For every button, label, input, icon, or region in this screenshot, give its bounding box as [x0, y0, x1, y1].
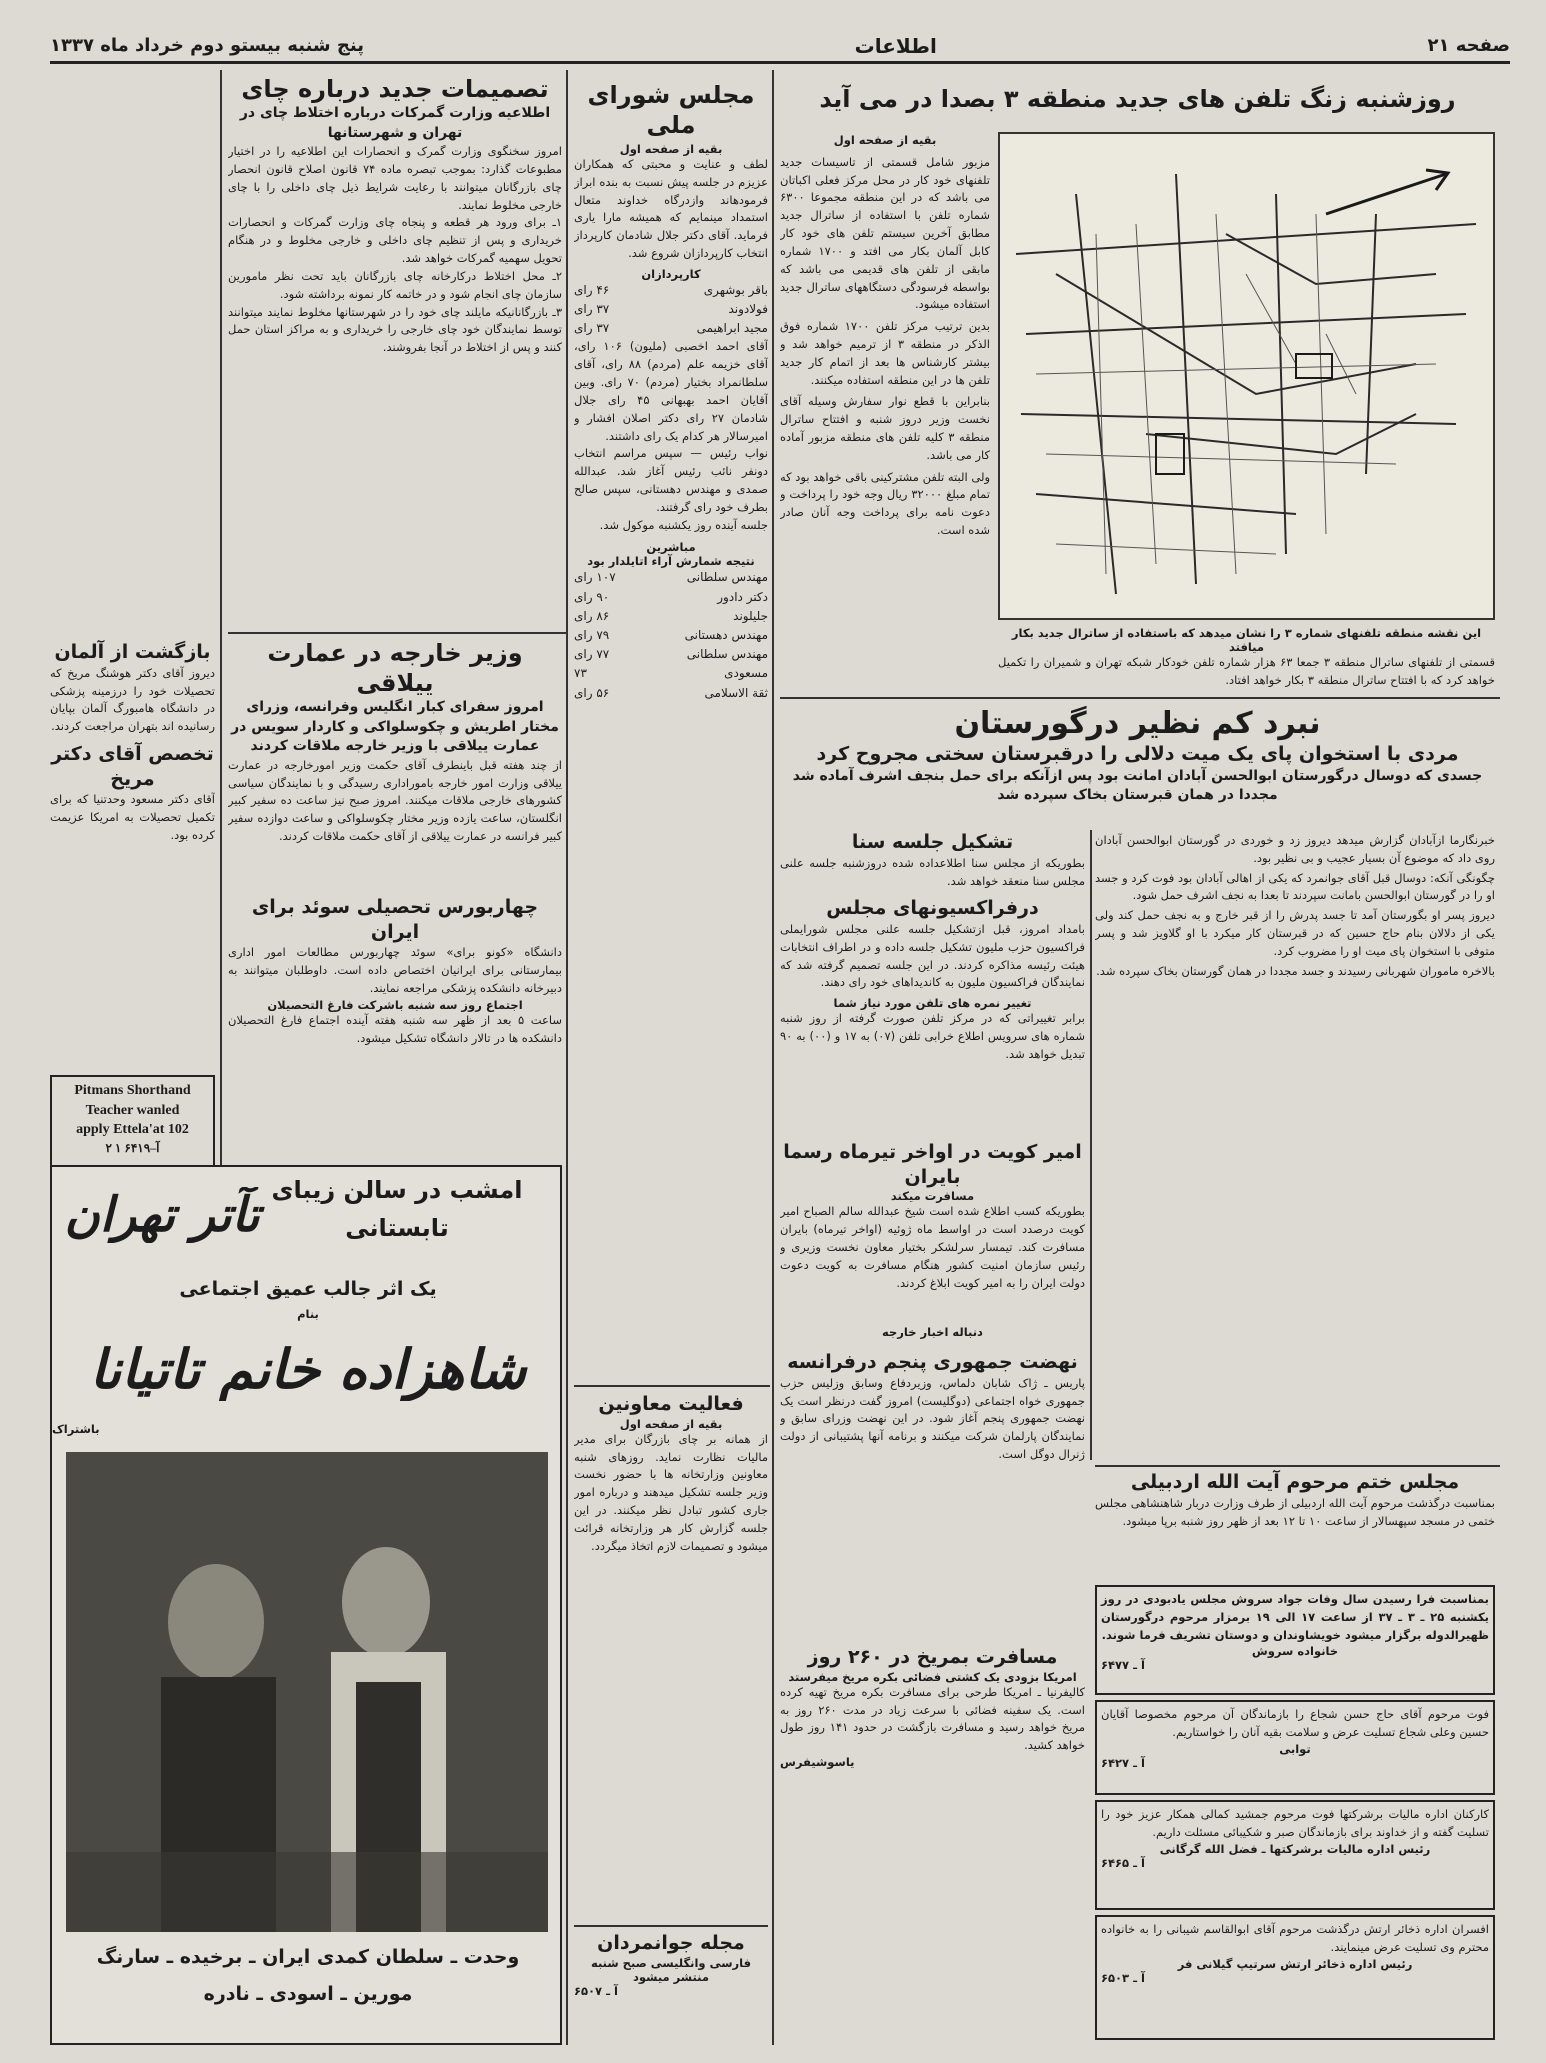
- tea-paragraph-2: ۱ـ برای ورود هر قطعه و پنجاه چای وزارت گمرکات و انحصارات خریداری و پس از تنظیم چای داخلی و خارجی مخلوط و در هنگام تحویل سهمیه گمرکات خواهد شد.: [228, 215, 562, 266]
- vote-row: فولادوند ۳۷ رای: [574, 302, 768, 317]
- return-body: دیروز آقای دکتر هوشنگ مریخ که تحصیلات خود را درزمینه پزشکی در دانشگاه هامبورگ آلمان بپایان رسانیده اند بتهران مراجعت کردند.: [50, 665, 215, 734]
- memorial-soroush-code: آ ـ ۶۴۷۷: [1101, 1658, 1145, 1673]
- memorial-soroush: [1095, 1585, 1495, 1695]
- column-rule: [566, 70, 568, 2045]
- youth-headline: مجله جوانمردان: [597, 1932, 745, 1954]
- tea-paragraph-1: امروز سخنگوی وزارت گمرک و انحصارات این اطلاعیه را در اختیار مطبوعات گذارد: بموجب تبصره ماده ۷۴ قانون اصلاح قانون انحصار چای بازرگانان میتوانند با رعایت شرایط ذیل چای داخلی را با چای خارجی مخلوط نمایند.: [228, 144, 562, 212]
- youth-body: فارسی وانگلیسی صبح شنبه منتشر میشود: [590, 1955, 751, 1984]
- graveyard-headline: نبرد کم نظیر درگورستان: [954, 706, 1321, 741]
- theater-photo: [66, 1452, 548, 1932]
- theater-line4: بنام: [297, 1307, 319, 1321]
- spec-body: آقای دکتر مسعود وحدتنیا که برای تکمیل تحصیلات به امریکا عزیمت کرده بود.: [50, 792, 215, 842]
- foreign-minister-article: [228, 638, 562, 893]
- majlis-paragraph-1: لطف و عنایت و محبتی که همکاران عزیزم در جلسه پیش نسبت به بنده ابراز فرمودهاند وازدرگاه خداوند متعال استمداد مینمایم که همیشه مارا یاری فرماید. آقای دکتر جلال شادمان کارپرداز انتخاب کارپردازان شروع شد.: [574, 157, 768, 261]
- youth-code: آ ـ ۶۵۰۷: [574, 1983, 618, 1998]
- masthead: [50, 30, 1510, 64]
- majlis-paragraph-4: جلسه آینده روز یکشنبه موکول شد.: [599, 517, 768, 532]
- result-row: مهندس سلطانی ۷۷ رای: [574, 647, 768, 662]
- kuwait-headline: امیر کویت در اواخر تیرماه رسما بایران: [783, 1141, 1082, 1188]
- fm-subhead: امروز سفرای کبار انگلیس وفرانسه، وزرای مختار اطریش و چکوسلواکی و کاردار سویس در عمارت ییلاقی با وزیر خارجه ملاقات کردند: [231, 699, 559, 755]
- fm-body: از چند هفته قبل باینطرف آقای حکمت وزیر امورخارجه در عمارت ییلاقی وزارت امور خارجه باموراداری رسیدگی و با نمایندگان سیاسی کشورهای خارجی ملاقات میکنند. امروز صبح نیز ساعت ده سفیر کبیر انگلستان، ساعت یازده وزیر مختار چکوسلواکی و ساعت دوازده سفیر کبیر فرانسه در عمارت ییلاقی از آقای حکمت ملاقات کردند.: [228, 757, 562, 844]
- scholarship-body: دانشگاه «کونو برای» سوئد چهاربورس مطالعات امور اداری بیمارستانی برای ایرانیان اختصاص داده است. داوطلبان میتوانند به دبیرخانه دانشکده پزشکی مراجعه نمایند.: [228, 945, 562, 995]
- result-row: ثقة الاسلامی ۵۶ رای: [574, 685, 768, 700]
- memorial-headline: مجلس ختم مرحوم آیت الله اردبیلی: [1130, 1471, 1460, 1493]
- kuwait-sub: مسافرت میکند: [890, 1189, 975, 1204]
- result-row: مهندس دهستانی ۷۹ رای: [574, 627, 768, 642]
- memorial-kamali-body: کارکنان اداره مالیات برشرکتها فوت مرحوم جمشید کمالی همکار عزیز خود را تسلیت گفته و از خداوند برای بازماندگان صبر و شکیبائی مسئلت داریم.: [1101, 1807, 1489, 1839]
- phone-paragraph-2: بدین ترتیب مرکز تلفن ۱۷۰۰ شماره فوق الذکر در منطقه ۳ از ترمیم خواهد شد و بیشتر کارشناس ها بعد از اتمام کار جدید تلفن ها در این منطقه استفاده میکنند.: [780, 319, 990, 387]
- graveyard-paragraph-1: خبرنگارما ازآبادان گزارش میدهد دیروز زد و خوردی در گورستان ابوالحسن آبادان روی داد که موضوع آن بسیار عجیب و بی نظیر بود.: [1095, 833, 1495, 865]
- section-rule: [1095, 1465, 1500, 1467]
- section-rule: [780, 697, 1500, 699]
- deputies-headline: فعالیت معاونین: [598, 1393, 744, 1415]
- phone-paragraph-4: ولی البته تلفن مشترکینی باقی خواهد بود که تمام مبلغ ۳۲۰۰۰ ریال وجه خود را پرداخت و دعوت نامه برای پرداخت وجه آنان صادر شده است.: [780, 469, 990, 538]
- results-title: نتیجه شمارش آراء اتایلدار بود: [587, 554, 755, 569]
- theater-with: باشتراک: [52, 1422, 100, 1436]
- senate-body: بطوریکه از مجلس سنا اطلاعداده شده دروزشنبه جلسه علنی مجلس سنا منعقد خواهد شد.: [780, 855, 1085, 888]
- mars-sub: امریکا بزودی یک کشتی فضائی بکره مریخ میفرستد: [788, 1669, 1077, 1684]
- theater-cast-1: وحدت ـ سلطان کمدی ایران ـ برخیده ـ سارنگ: [96, 1946, 520, 1968]
- memorial-shoja-body: فوت مرحوم آقای حاج حسن شجاع را بازماندگان آن مرحوم مخصوصا آقایان حسین وعلی شجاع تسلیت عرض و سلامت بقیه آنان را خواستاریم.: [1101, 1707, 1489, 1739]
- tea-subhead: اطلاعیه وزارت گمرکات درباره اختلاط چای در تهران و شهرستانها: [239, 105, 551, 141]
- foreign-news-label: دنباله اخبار خارجه: [882, 1325, 983, 1339]
- youth-magazine: [574, 1925, 768, 2040]
- map-note: قسمتی از تلفنهای ساترال منطقه ۳ جمعا ۶۳ هزار شماره تلفن خودکار شبکه تهران و شمیران را تکمیل خواهد کرد که با افتتاح ساترال منطقه ۳ بکار خواهد افتاد.: [998, 655, 1495, 687]
- theater-cast-2: مورین ـ اسودی ـ نادره: [203, 1983, 413, 2005]
- paper-name: اطلاعات: [854, 33, 937, 58]
- senate-headline: تشکیل جلسه سنا: [851, 831, 1014, 853]
- graveyard-paragraph-4: بالاخره ماموران شهربانی رسیدند و جسد مجددا در همان گورستان بخاک سپرده شد.: [1096, 963, 1495, 978]
- page-label: صفحه ۲۱: [1427, 35, 1510, 56]
- section-rule: [228, 632, 566, 634]
- continued-label: بقیه از صفحه اول: [833, 133, 937, 147]
- majlis-paragraph-3: نواب رئیس — سپس مراسم انتخاب دونفر نائب رئیس آغاز شد. عبدالله صمدی و مهندس دهستانی، سپس صالح بطرف خود رای گرفتند.: [574, 446, 768, 514]
- memorial-body: بمناسبت درگذشت مرحوم آیت الله اردبیلی از طرف وزارت دربار شاهنشاهی مجلس ختمی در مسجد سپهسالار از ساعت ۱۰ تا ۱۲ بعد از ظهر روز شنبه برپا میشود.: [1095, 1495, 1495, 1528]
- graveyard-paragraph-2: چگونگی آنکه: دوسال قبل آقای جوانمرد که یکی از اهالی آبادان بود فوت کرد و جسد او را در گورستان ابوالحسن بامانت سپردند تا بعدا به نجف اشرف حمل شود.: [1095, 870, 1495, 903]
- headline: روزشنبه زنگ تلفن های جدید منطقه ۳ بصدا در می آید: [819, 85, 1456, 113]
- phone-body: [780, 132, 990, 692]
- senate-article: [780, 830, 1085, 1130]
- scholarship-body2: ساعت ۵ بعد از ظهر سه شنبه هفته آینده اجتماع فارغ التحصیلان دانشکده ها در تالار دانشگاه تشکیل میشود.: [228, 1012, 562, 1045]
- mars-source: یاسوشیفرس: [780, 1754, 855, 1769]
- tea-article: [228, 70, 562, 630]
- mars-article: [780, 1645, 1085, 2045]
- tea-paragraph-3: ۲ـ محل اختلاط درکارخانه چای بازرگانان باید تحت نظر مامورین سازمان چای انجام شود و در خاتمه کار نمونه برداشته شود.: [228, 268, 562, 301]
- result-row: جلیلوند ۸۶ رای: [574, 608, 768, 623]
- memorial-shoja-code: آ ـ ۶۴۲۷: [1101, 1755, 1145, 1770]
- fractions-body: بامداد امروز، قبل ازتشکیل جلسه علنی مجلس شورایملی فراکسیون حزب ملیون تشکیل جلسه داده و در اطراف انتخابات هیئت رئیسه مذاکره کردند. در این جلسه تصمیم گرفته شد که نمایندگان فراکسیون ملیون به کاندیداهای خود رای دهند.: [780, 922, 1085, 990]
- scholarship-subhead2: اجتماع روز سه شنبه باشرکت فارغ التحصیلان: [267, 997, 523, 1012]
- majlis-article: [574, 70, 768, 1520]
- phone-change-title: تغییر نمره های تلفن مورد نیاز شما: [833, 996, 1032, 1011]
- memorial-army-code: آ ـ ۶۵۰۳: [1101, 1970, 1145, 1985]
- ad-line-3: apply Ettela'at 102: [76, 1122, 189, 1138]
- vote-row: مجید ابراهیمی ۳۷ رای: [574, 321, 768, 336]
- secretaries-title: مباشرین: [646, 540, 696, 555]
- phone-change-body: برابر تغییراتی که در مرکز تلفن صورت گرفته از روز شنبه شماره های سرویس اطلاع خرابی تلفن (۰۷) به ۱۷ و (۰۰) به ۹۰ تبدیل خواهد شد.: [780, 1011, 1085, 1061]
- france-body: پاریس ـ ژاک شابان دلماس، وزیردفاع وسابق وزلیس حزب جمهوری خواه اجتماعی (دوگلیست) امروز گفت درنظر است یک نهضت جمهوری پنجم آغاز شود. در این نهضت وزرای سابق و نمایندگان پارلمان شرکت میکنند و برنامه آنها پشتیبانی از دولت ژنرال دوگل است.: [780, 1375, 1085, 1461]
- majlis-continued: بقیه از صفحه اول: [619, 142, 723, 156]
- theater-title: شاهزاده خانم تاتیانا: [89, 1337, 527, 1401]
- deputies-article: [574, 1392, 768, 1922]
- kuwait-body: بطوریکه کسب اطلاع شده است شیخ عبدالله سالم الصباح امیر کویت درصدد است در اواسط ماه ژوئیه (اواخر تیرماه) بایران مسافرت کند. تیمسار سرلشکر بختیار معاون نخست وزیری و رئیس سازمان امنیت کشور هنگام مسافرت به کویت دعوت دولت ایران را به امیر کویت ابلاغ کردند.: [780, 1204, 1085, 1290]
- memorial-kamali: [1095, 1800, 1495, 1910]
- theater-line2: تابستانی: [345, 1214, 449, 1242]
- map-caption-block: [998, 626, 1495, 694]
- memorial-soroush-sign: خانواده سروش: [1251, 1644, 1339, 1659]
- majlis-headline: مجلس شورای ملی: [587, 81, 755, 139]
- ad-line-1: Pitmans Shorthand: [74, 1083, 191, 1098]
- column-rule: [772, 70, 774, 2045]
- result-row: دکتر دادور ۹۰ رای: [574, 589, 768, 604]
- tea-paragraph-4: ۳ـ بازرگانانیکه مایلند چای خود را در شهرستانها مخلوط نمایند میتوانند توسط نمایندگان خود چای خارجی را خریداری و به مراکز استان حمل کنند و پس از اختلاط در آنجا بفروشند.: [228, 304, 562, 355]
- graveyard-header: [780, 702, 1495, 832]
- ad-line-2: Teacher wanled: [85, 1102, 180, 1118]
- map-illustration: [998, 134, 1493, 620]
- phone-paragraph-3: بنابراین با قطع نوار سفارش وسیله آقای نخست وزیر دروز شنبه و افتتاح ساترال منطقه ۳ کلیه تلفن های منطقه مزبور آماده کار می باشد.: [780, 394, 990, 462]
- memorial-shoja: [1095, 1700, 1495, 1795]
- memorial-army-body: افسران اداره ذخائر ارتش درگذشت مرحوم آقای ابوالقاسم شیبانی را به خانواده محترم وی تسلیت عرض مینمایند.: [1101, 1922, 1489, 1954]
- issue-date: پنج شنبه بیستو دوم خرداد ماه ۱۳۳۷: [50, 35, 364, 56]
- fm-headline: وزیر خارجه در عمارت ییلاقی: [267, 639, 523, 697]
- theater-ad: [50, 1165, 562, 2045]
- majlis-paragraph-2: آقای احمد اخصبی (ملیون) ۱۰۶ رای، آقای خزیمه علم (مردم) ۸۸ رای، آقای سلطانمراد بختیار (مردم) ۷۰ رای. وبین آقایان احمد بهبهانی ۴۵ رای جلال شادمان ۲۷ رای دکتر اصلان افشار و امیرسالار هر کدام یک رای داشتند.: [574, 339, 768, 443]
- memorial-ardebili: [1095, 1470, 1495, 1580]
- mars-headline: مسافرت بمریخ در ۲۶۰ روز: [807, 1646, 1058, 1668]
- memorial-army-sign: رئیس اداره ذخائر ارتش سرتیپ گیلانی فر: [1177, 1956, 1413, 1971]
- actors-photo-illustration: [66, 1452, 548, 1932]
- memorial-soroush-body: بمناسبت فرا رسیدن سال وفات جواد سروش مجلس یادبودی در روز یکشنبه ۲۵ ـ ۳ ـ ۳۷ از ساعت ۱۷ الی ۱۹ برمزار مرحوم درگورستان ظهیرالدوله برگزار میشود خویشاوندان و دوستان تشریف فرما شوند.: [1101, 1592, 1489, 1642]
- graveyard-body: [1095, 830, 1495, 1470]
- vote-row: باقر بوشهری ۴۶ رای: [574, 282, 768, 297]
- deputies-body: از همانه بر چای بازرگان برای مدیر مالیات نظارت نماید. روزهای شنبه معاونین وزارتخانه ها با حضور نخست وزیر جلسه تشکیل میدهند و درباره امور جاری کشور تبادل نظر میکنند. در این جلسه گزارش کار هر وزارتخانه قرائت میشود و تصمیمات لازم اتخاذ میگردد.: [574, 1431, 768, 1553]
- district-map: [998, 132, 1495, 620]
- scholarship-article: [228, 895, 562, 1070]
- return-title: بازگشت از آلمان: [54, 641, 211, 663]
- memorial-kamali-sign: رئیس اداره مالیات برشرکتها ـ فضل الله گرگانی: [1159, 1841, 1431, 1856]
- scholarship-headline: چهاربورس تحصیلی سوئد برای ایران: [251, 896, 539, 943]
- arrow-icon: [1326, 170, 1448, 214]
- phone-article: [780, 70, 1495, 695]
- votes-title: کارپردازان: [641, 266, 701, 281]
- result-row: مهندس سلطانی ۱۰۷ رای: [574, 570, 768, 585]
- tea-headline: تصمیمات جدید درباره چای: [241, 75, 549, 103]
- theater-brand: تآتر تهران: [64, 1187, 260, 1243]
- spec-title: تخصص آقای دکتر مریخ: [51, 742, 214, 790]
- france-article: [780, 1350, 1085, 1640]
- map-caption: این نقشه منطقه تلفنهای شماره ۳ را نشان میدهد که باستفاده از ساترال جدید بکار میافتد: [1011, 626, 1482, 654]
- memorial-kamali-code: آ ـ ۶۴۶۵: [1101, 1855, 1145, 1870]
- ad-code: ۲ ۱ ۶۴۱۹–آ: [105, 1140, 160, 1155]
- france-headline: نهضت جمهوری پنجم درفرانسه: [787, 1351, 1078, 1373]
- fractions-headline: درفراکسیونهای مجلس: [826, 897, 1039, 920]
- theater-line1: امشب در سالن زیبای: [271, 1176, 523, 1204]
- section-rule: [574, 1385, 770, 1387]
- phone-paragraph-1: مزبور شامل قسمتی از تاسیسات جدید تلفنهای خود کار در محل مرکز فعلی اکباتان می باشد که در این منطقه مجموعا ۶۳۰۰ شماره تلفن با استفاده از ساترال جدید مطابق آخرین سیستم تلفن های خود کار کابل آلمان بکار می افتد و ۱۷۰۰ شماره مابقی از تلفن های قدیمی می باشد که بواسطه فرسودگی دستگاههای ساترال جدید استفاده میشود.: [780, 154, 990, 312]
- mars-body: کالیفرنیا ـ امریکا طرحی برای مسافرت بکره مریخ تهیه کرده است. یک سفینه فضائی با سرعت زیاد در مدت ۲۶۰ روز به مریخ خواهد رسید و مسافرت بازگشت در حدود ۱۴۱ روز طول خواهد کشید.: [780, 1684, 1085, 1753]
- theater-line3: یک اثر جالب عمیق اجتماعی: [179, 1278, 437, 1300]
- column-rule: [220, 70, 222, 1240]
- graveyard-paragraph-3: دیروز پسر او بگورستان آمد تا جسد پدرش را از قبر خارج و به نجف حمل کند ولی یکی از دلالان بنام حاج حسین که در قبرستان کار میکرد با او گلاویز شد و پسر متوفی با استخوان پای میت او را مضروب کرد.: [1095, 908, 1495, 958]
- result-row: مسعودی ۷۳: [574, 666, 768, 681]
- memorial-shoja-sign: توابی: [1279, 1741, 1311, 1756]
- left-column: [50, 640, 215, 1070]
- graveyard-sub2: جسدی که دوسال درگورستان ابوالحسن آبادان امانت بود پس ازآنکه برای حمل بنجف اشرف آماده شد مجددا در همان قبرستان بخاک سپرده شد: [792, 767, 1483, 804]
- deputies-continued: بقیه از صفحه اول: [619, 1416, 723, 1431]
- column-rule: [1090, 830, 1092, 1460]
- kuwait-article: [780, 1140, 1085, 1325]
- graveyard-subhead: مردی با استخوان پای یک میت دلالی را درقبرستان سختی مجروح کرد: [816, 743, 1459, 765]
- memorial-army: [1095, 1915, 1495, 2040]
